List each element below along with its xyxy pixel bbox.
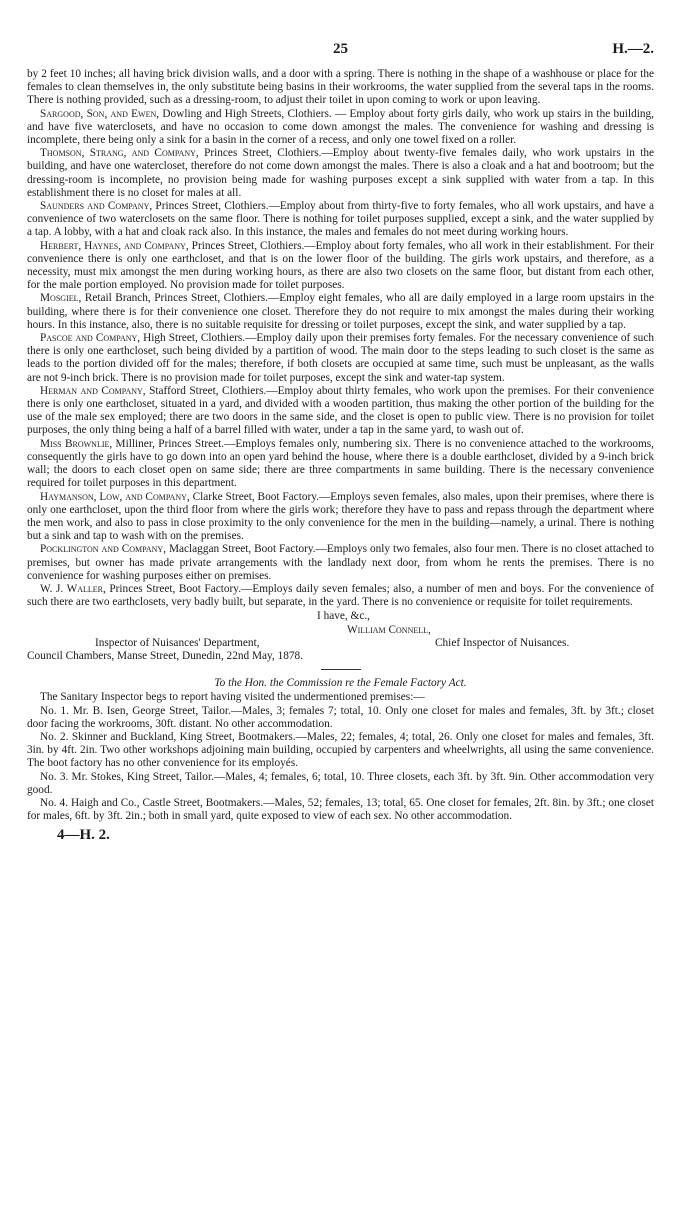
signature-mark: 4—H. 2. (57, 827, 110, 844)
signatory-title: Chief Inspector of Nuisances. (435, 636, 570, 649)
report-body (27, 68, 654, 609)
firm-name: Herbert, Haynes, and Company, (40, 239, 189, 252)
paragraph-saunders: Saunders and Company, Princes Street, Clothiers.—Employ about from thirty-five to forty females, who all work upstairs, and have a convenience of two waterclosets on the same floor. There is nothing for toilet purposes supplied, except a sink, and the water supplied by a tap. A lobby, with a hat and cloak rack also. In this instance, the males and females do not meet during working hours. (27, 200, 654, 239)
firm-name: W. J. Waller, (40, 582, 106, 595)
paragraph-pascoe: Pascoe and Company, High Street, Clothiers.—Employ daily upon their premises forty females. For the necessary convenience of such there is only one earthcloset, such being divided by a partition of wood. The main door to the steps leading to such closet is the same as leads to the portion divided off for the males; therefore, if both closets are occupied at same time, such must be unpleasant, as the walls are not 9-inch brick. There is no provision made for toilet purposes, except the sink and water-tap system. (27, 332, 654, 384)
page-number: 25 (333, 41, 348, 57)
department: Inspector of Nuisances' Department, (95, 636, 260, 649)
firm-name: Saunders and Company, (40, 200, 153, 213)
paragraph-continuation: by 2 feet 10 inches; all having brick division walls, and a door with a spring. There is nothing in the shape of a washhouse or place for the females to clean themselves in, the only substitute being basins in their workrooms, the water supplied from the several taps in the rooms. There is nothing provided, such as a dressing-room, to adjust their toilet in upon coming to work or upon leaving. (27, 68, 654, 107)
paragraph-herman: Herman and Company, Stafford Street, Clothiers.—Employ about thirty females, who work upon the premises. For their convenience there is only one earthcloset, situated in a yard, and divided with a wooden partition, thus making the other portion of the building for the use of the male sex employed; there are two doors in the same side, and the closet is open to public view. There is no provision for toilet purposes, the only thing being a half of a barrel filled with water, under a tap in the same yard, to wash out of. (27, 384, 655, 437)
paragraph-thomson: Thomson, Strang, and Company, Princes Street, Clothiers.—Employ about twenty-five females daily, who work upstairs in the building, and have one watercloset, therefore do not come down amongst the males. There is also a cloak and a hat and bootroom; but the dressing-room is incomplete, no provision being made for washing purposes except a sink supplied with water from a tap. In this establishment there is no closet for males at all. (27, 147, 654, 199)
firm-name: Sargood, Son, and Ewen, (40, 107, 160, 120)
signatory: William Connell, (347, 623, 431, 636)
firm-name: Haymanson, Low, and Company, (40, 490, 190, 503)
paragraph-mosgiel: Mosgiel, Retail Branch, Princes Street, Clothiers.—Employ eight females, who all are daily employed in a large room upstairs in the building, where there is for their convenience one closet. Therefore they do not require to mix amongst the males during their working hours. In this instance, also, there is no suitable requisite for dressing or toilet purposes, except the sink, and water supplied by a tap. (27, 292, 654, 331)
paragraph-waller: W. J. Waller, Princes Street, Boot Factory.—Employs daily seven females; also, a number of men and boys. For the convenience of such there are two earthclosets, very badly built, but separate, in the yard. There is no convenience or requisite for toilet requirements. (27, 582, 654, 609)
paragraph-sargood: Sargood, Son, and Ewen, Dowling and High Streets, Clothiers. — Employ about forty girls daily, who work up stairs in the building, and have five waterclosets, and have no occasion to come down amongst the males. The convenience for washing and dressing is incomplete, there being only a sink for a basin in the corner of a recess, and only one towel fixed on a roller. (27, 107, 654, 147)
firm-name: Herman and Company, (40, 384, 146, 397)
address-title: To the Hon. the Commission re the Female Factory Act. (214, 677, 467, 690)
report-item: No. 4. Haigh and Co., Castle Street, Bootmakers.—Males, 52; females, 13; total, 65. One closet for females, 2ft. 8in. by 3ft.; one closet for males, 6ft. by 3ft. 2in.; both in small yard, quite exposed to view of each sex. No other accommodation. (27, 796, 654, 823)
place-date: Council Chambers, Manse Street, Dunedin, 22nd May, 1878. (27, 649, 304, 662)
report-item: No. 1. Mr. B. Isen, George Street, Tailor.—Males, 3; females 7; total, 10. Only one closet for males and females, 3ft. by 3ft.; closet door facing the workrooms, 30ft. distant. No other accommodation. (27, 704, 654, 730)
firm-name: Thomson, Strang, and Company, (40, 147, 199, 160)
section-divider (321, 669, 361, 670)
firm-name: Mosgiel, (40, 292, 82, 305)
paragraph-haymanson: Haymanson, Low, and Company, Clarke Street, Boot Factory.—Employs seven females, also males, upon their premises, where there is only one earthcloset, upon the third floor from where the girls work; therefore they have to pass and repass through the department where the men work, and also to pass in close proximity to the only convenience for the men in the building—namely, a urinal. There is nothing but a sink and tap to wash with on the premises. (27, 490, 654, 543)
paragraph-herbert: Herbert, Haynes, and Company, Princes Street, Clothiers.—Employ about forty females, who all work in their establishment. For their convenience there is only one earthcloset, and that is on the lower floor of the building. The girls work upstairs, and therefore, as a necessity, must mix amongst the men during working hours, as there are also two closets on the same floor, but distant from each other, for the male portion employed. No provision made for toilet purposes. (27, 239, 654, 292)
paragraph-brownlie: Miss Brownlie, Milliner, Princes Street.—Employs females only, numbering six. There is no convenience attached to the workrooms, consequently the girls have to go down into an open yard behind the house, where there is a double earthcloset, divided by a 9-inch brick wall; the doors to each closet open on same side; there are three compartments in same building. There is the necessary convenience required for toilet purposes in this department. (27, 437, 654, 490)
series-code: H.—2. (612, 41, 654, 57)
firm-name: Pocklington and Company, (40, 543, 167, 556)
report-intro: The Sanitary Inspector begs to report having visited the undermentioned premises:— (40, 691, 425, 704)
sanitary-report (27, 691, 654, 823)
firm-name: Pascoe and Company, (40, 332, 141, 345)
report-item: No. 3. Mr. Stokes, King Street, Tailor.—Males, 4; females, 6; total, 10. Three closets, each 3ft. by 3ft. 9in. Other accommodation very good. (27, 770, 654, 796)
page-header (27, 40, 654, 68)
letter-closing (27, 610, 654, 663)
paragraph-pocklington: Pocklington and Company, Maclaggan Street, Boot Factory.—Employs only two females, also four men. There is no closet attached to premises, but owner has made private arrangements with the landlady next door, from whom he rents the premises. There is no convenience for washing purposes either on premises. (27, 543, 654, 582)
signature-row (27, 637, 654, 650)
report-item: No. 2. Skinner and Buckland, King Street, Bootmakers.—Males, 22; females, 4; total, 26. Only one closet for males and females, 3ft. 3in. by 4ft. 2in. Two other workshops adjoining main building, occupied by carpenters and wheelwrights, all using the same convenience. The boot factory has no other convenience for its employés. (27, 730, 654, 770)
salutation: I have, &c., (317, 610, 371, 623)
firm-name: Miss Brownlie, (40, 437, 113, 450)
